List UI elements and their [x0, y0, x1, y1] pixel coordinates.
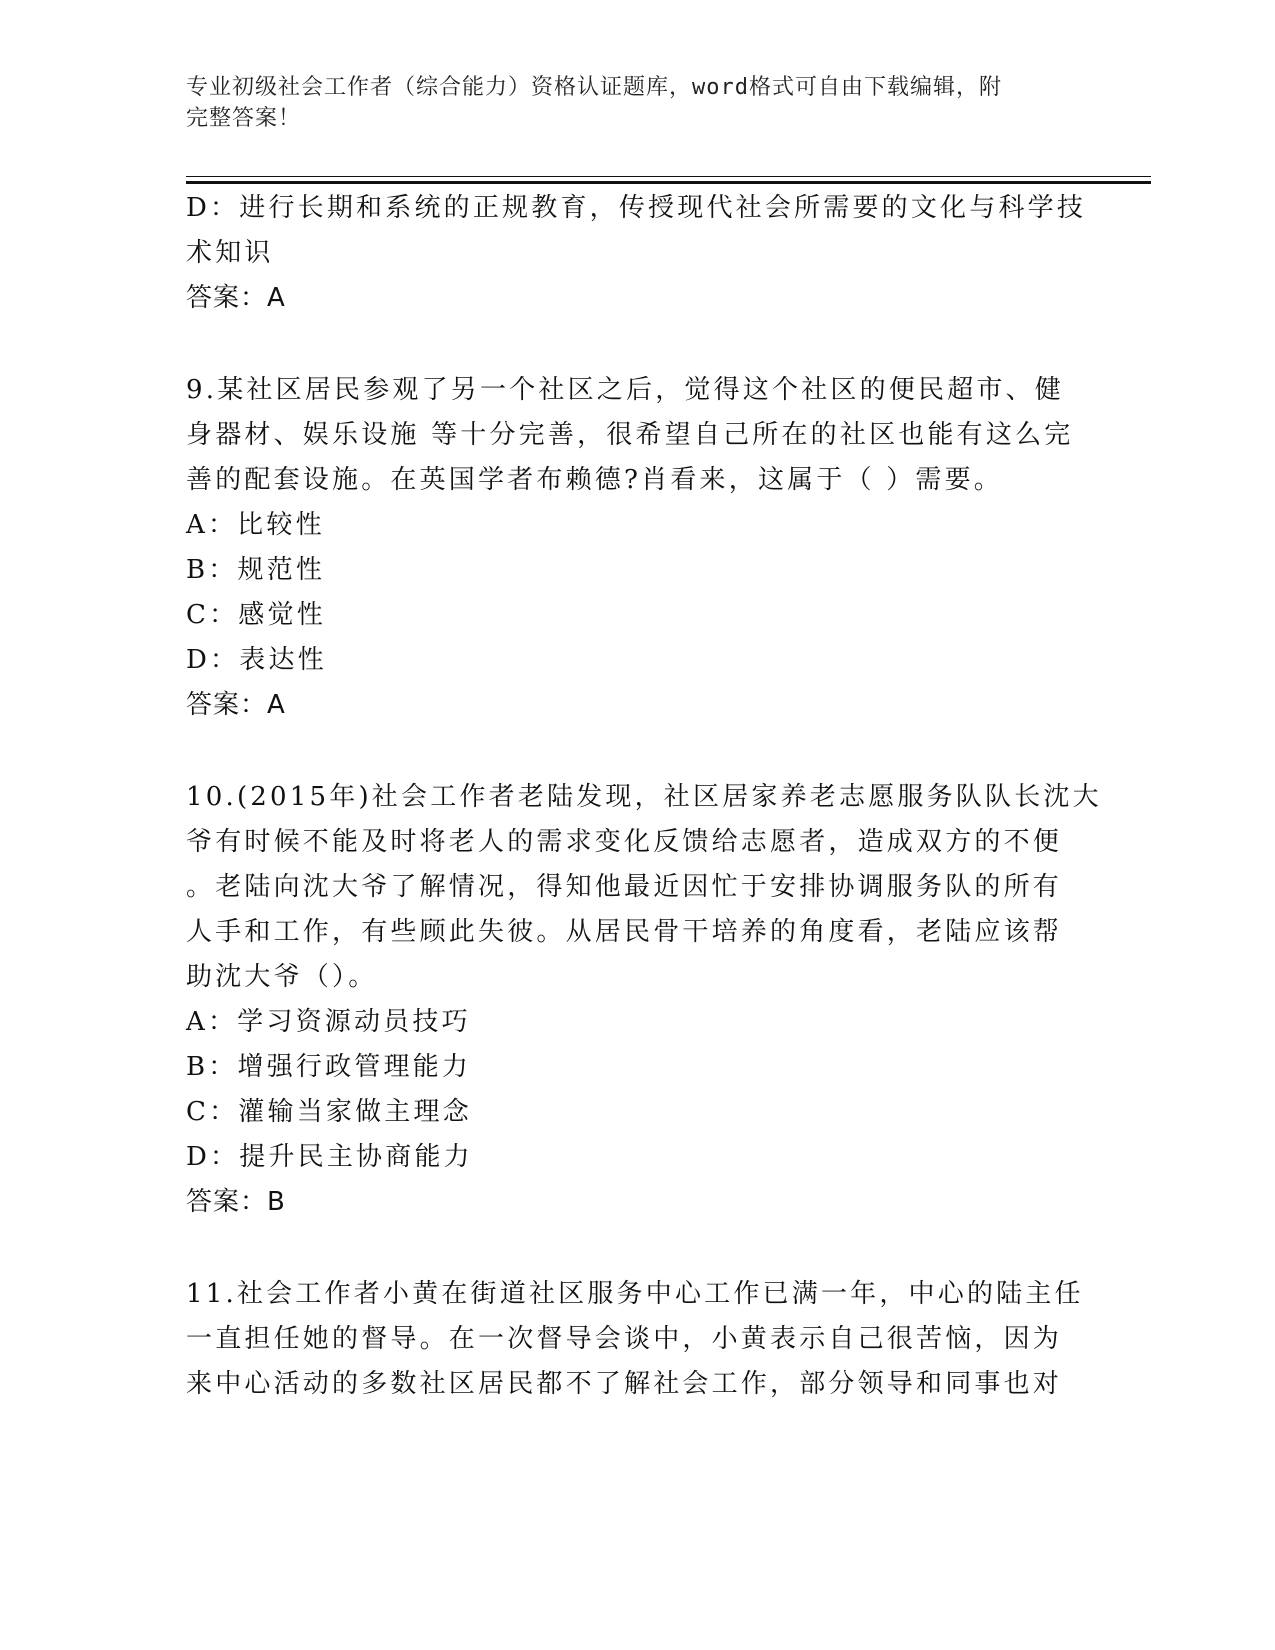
block-gap [186, 1225, 1086, 1272]
question-text-line: 善的配套设施。在英国学者布赖德?肖看来，这属于（ ）需要。 [186, 465, 1004, 495]
question-text-line: 一直担任她的督导。在一次督导会谈中，小黄表示自己很苦恼，因为 [186, 1324, 1063, 1354]
question-block-9 [186, 368, 1086, 728]
answer-label: 答案：A [186, 283, 286, 313]
option-b: B：规范性 [186, 555, 326, 585]
header-line-2: 完整答案！ [186, 106, 302, 131]
question-block-11 [186, 1272, 1086, 1407]
option-d-line-2: 术知识 [186, 238, 274, 268]
option-d: D：表达性 [186, 645, 327, 675]
question-text-line: 爷有时候不能及时将老人的需求变化反馈给志愿者，造成双方的不便 [186, 827, 1063, 857]
question-text-line: 11.社会工作者小黄在街道社区服务中心工作已满一年，中心的陆主任 [186, 1279, 1084, 1309]
question-content [186, 186, 1102, 1407]
header-divider-thin [186, 176, 1151, 177]
option-d: D：提升民主协商能力 [186, 1142, 473, 1172]
question-text-line: 来中心活动的多数社区居民都不了解社会工作，部分领导和同事也对 [186, 1369, 1063, 1399]
question-text-line: 10.(2015年)社会工作者老陆发现，社区居家养老志愿服务队队长沈大 [186, 782, 1102, 812]
header-line-1: 专业初级社会工作者（综合能力）资格认证题库，word格式可自由下载编辑，附 [186, 75, 1002, 100]
question-block-8 [186, 186, 1086, 321]
option-d-line-1: D：进行长期和系统的正规教育，传授现代社会所需要的文化与科学技 [186, 193, 1087, 223]
page-header [186, 72, 1086, 134]
block-gap [186, 321, 1086, 368]
option-c: C：感觉性 [186, 600, 326, 630]
answer-label: 答案：A [186, 690, 286, 720]
question-text-line: 人手和工作，有些顾此失彼。从居民骨干培养的角度看，老陆应该帮 [186, 917, 1063, 947]
question-text-line: 9.某社区居民参观了另一个社区之后，觉得这个社区的便民超市、健 [186, 375, 1065, 405]
option-a: A：学习资源动员技巧 [186, 1007, 471, 1037]
question-text-line: 。老陆向沈大爷了解情况，得知他最近因忙于安排协调服务队的所有 [186, 872, 1063, 902]
block-gap [186, 728, 1086, 775]
header-divider-thick [186, 181, 1151, 184]
question-text-line: 助沈大爷（）。 [186, 962, 378, 992]
question-block-10 [186, 775, 1102, 1225]
option-a: A：比较性 [186, 510, 325, 540]
answer-label: 答案：B [186, 1187, 286, 1217]
question-text-line: 身器材、娱乐设施 等十分完善，很希望自己所在的社区也能有这么完 [186, 420, 1074, 450]
option-b: B：增强行政管理能力 [186, 1052, 472, 1082]
option-c: C：灌输当家做主理念 [186, 1097, 472, 1127]
